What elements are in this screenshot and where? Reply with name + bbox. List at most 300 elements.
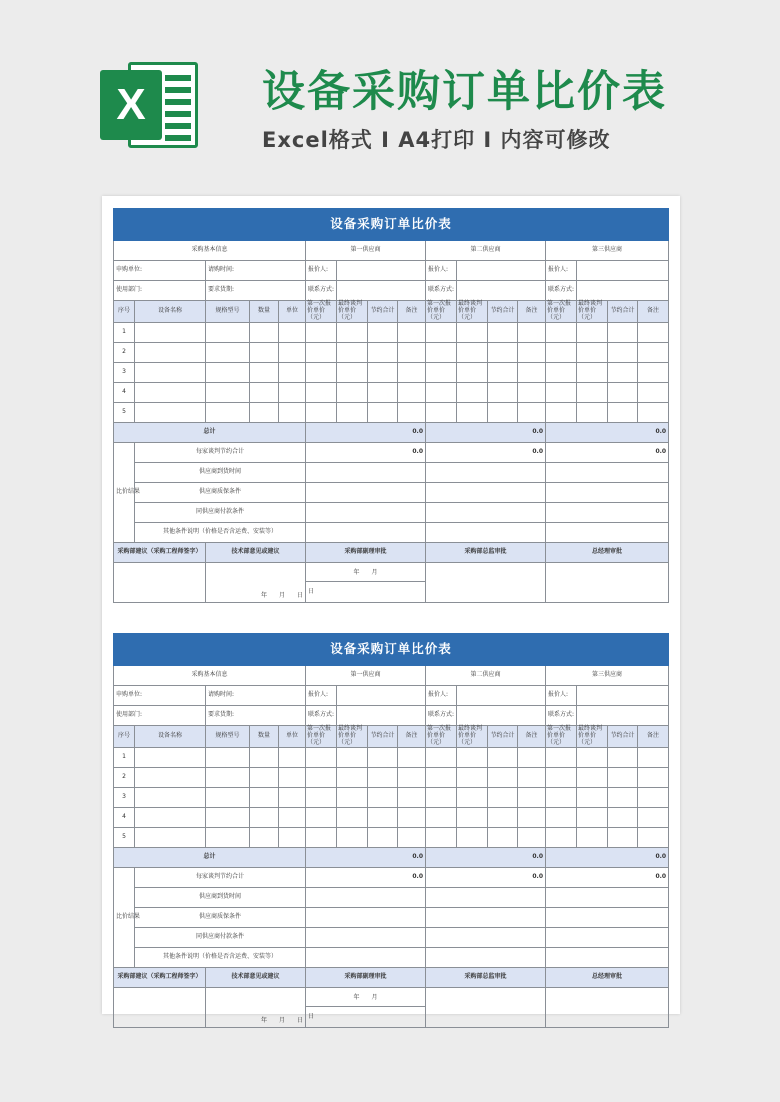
- table-cell[interactable]: [279, 382, 306, 402]
- table-cell[interactable]: [488, 322, 518, 342]
- use-dept-label: 使用部门:: [114, 281, 206, 301]
- saving-value-supplier-2: 0.0: [426, 867, 546, 887]
- table-cell[interactable]: [135, 807, 206, 827]
- table-cell[interactable]: [608, 322, 638, 342]
- table-cell[interactable]: [518, 342, 546, 362]
- contact-input[interactable]: [577, 281, 669, 301]
- table-cell[interactable]: [398, 322, 426, 342]
- compare-table: [113, 208, 669, 603]
- table-cell[interactable]: [608, 807, 638, 827]
- table-cell[interactable]: [488, 342, 518, 362]
- table-cell[interactable]: [206, 787, 250, 807]
- table-cell[interactable]: [250, 382, 279, 402]
- table-cell[interactable]: [426, 827, 457, 847]
- row-number: 1: [114, 747, 135, 767]
- signature-deputy[interactable]: [306, 987, 426, 1027]
- table-cell[interactable]: [250, 827, 279, 847]
- table-cell[interactable]: [135, 767, 206, 787]
- table-cell[interactable]: [206, 402, 250, 422]
- table-cell[interactable]: [398, 342, 426, 362]
- contact-input[interactable]: [577, 706, 669, 726]
- table-cell[interactable]: [206, 382, 250, 402]
- table-cell[interactable]: [206, 342, 250, 362]
- table-cell[interactable]: [368, 382, 398, 402]
- deputy-date-day: 日: [308, 588, 315, 596]
- table-cell[interactable]: [638, 322, 669, 342]
- apply-time-label: 请购时间:: [206, 686, 306, 706]
- table-cell[interactable]: [206, 807, 250, 827]
- use-dept-label: 使用部门:: [114, 706, 206, 726]
- table-row: [114, 342, 669, 362]
- table-cell[interactable]: [518, 402, 546, 422]
- table-cell[interactable]: [250, 342, 279, 362]
- table-cell[interactable]: [135, 747, 206, 767]
- approve-director-label: 采购部总监审批: [426, 967, 546, 987]
- quoter-input[interactable]: [577, 261, 669, 281]
- table-cell[interactable]: [488, 807, 518, 827]
- row-number: 4: [114, 807, 135, 827]
- deputy-date-day: 日: [308, 1013, 315, 1021]
- col-final-price: 最终谈判价单价（元）: [337, 301, 368, 323]
- table-cell[interactable]: [518, 362, 546, 382]
- delivery-input[interactable]: [306, 462, 426, 482]
- warranty-label: 供应商质保条件: [135, 482, 306, 502]
- table-cell[interactable]: [398, 827, 426, 847]
- table-cell[interactable]: [457, 747, 488, 767]
- table-cell[interactable]: [279, 402, 306, 422]
- table-cell[interactable]: [368, 807, 398, 827]
- table-cell[interactable]: [638, 807, 669, 827]
- table-cell[interactable]: [546, 382, 577, 402]
- supplier-2-header: 第二供应商: [426, 241, 546, 261]
- col-qty: 数量: [250, 726, 279, 748]
- col-unit: 单位: [279, 726, 306, 748]
- payment-input[interactable]: [546, 502, 669, 522]
- row-number: 1: [114, 322, 135, 342]
- table-cell[interactable]: [577, 807, 608, 827]
- table-cell[interactable]: [306, 787, 337, 807]
- apply-unit-label: 申购单位:: [114, 686, 206, 706]
- table-cell[interactable]: [518, 322, 546, 342]
- table-cell[interactable]: [577, 767, 608, 787]
- signature-director[interactable]: [426, 987, 546, 1027]
- table-cell[interactable]: [426, 362, 457, 382]
- signature-buyer[interactable]: [114, 987, 206, 1027]
- table-cell[interactable]: [306, 807, 337, 827]
- col-saving: 节约合计: [368, 726, 398, 748]
- table-cell[interactable]: [488, 747, 518, 767]
- quoter-label: 报价人:: [546, 261, 577, 281]
- page-title: 设备采购订单比价表: [262, 67, 667, 117]
- total-label: 总计: [114, 422, 306, 442]
- quoter-input[interactable]: [457, 261, 546, 281]
- table-cell[interactable]: [638, 382, 669, 402]
- table-cell[interactable]: [279, 827, 306, 847]
- contact-label: 联系方式:: [426, 281, 457, 301]
- col-remark: 备注: [638, 301, 669, 323]
- table-cell[interactable]: [337, 382, 368, 402]
- table-cell[interactable]: [638, 787, 669, 807]
- supplier-3-header: 第三供应商: [546, 666, 669, 686]
- col-remark: 备注: [398, 301, 426, 323]
- compare-table: [113, 633, 669, 1028]
- warranty-input[interactable]: [306, 482, 426, 502]
- table-cell[interactable]: [206, 827, 250, 847]
- table-cell[interactable]: [518, 747, 546, 767]
- table-cell[interactable]: [279, 807, 306, 827]
- table-cell[interactable]: [577, 402, 608, 422]
- table-cell[interactable]: [426, 322, 457, 342]
- page-subtitle: Excel格式 I A4打印 I 内容可修改: [262, 128, 611, 152]
- signature-buyer[interactable]: [114, 562, 206, 602]
- delivery-input[interactable]: [426, 462, 546, 482]
- table-cell[interactable]: [638, 342, 669, 362]
- table-cell[interactable]: [368, 767, 398, 787]
- excel-icon: [100, 56, 200, 152]
- table-cell[interactable]: [398, 787, 426, 807]
- table-cell[interactable]: [546, 747, 577, 767]
- table-cell[interactable]: [206, 767, 250, 787]
- signature-gm[interactable]: [546, 987, 669, 1027]
- other-input[interactable]: [426, 947, 546, 967]
- table-cell[interactable]: [457, 767, 488, 787]
- table-cell[interactable]: [488, 787, 518, 807]
- table-cell[interactable]: [608, 747, 638, 767]
- contact-input[interactable]: [337, 281, 426, 301]
- table-cell[interactable]: [337, 402, 368, 422]
- table-cell[interactable]: [337, 787, 368, 807]
- table-cell[interactable]: [546, 787, 577, 807]
- table-cell[interactable]: [337, 747, 368, 767]
- table-cell[interactable]: [306, 402, 337, 422]
- table-cell[interactable]: [368, 322, 398, 342]
- total-value-supplier-3: 0.0: [546, 847, 669, 867]
- table-cell[interactable]: [546, 342, 577, 362]
- table-cell[interactable]: [546, 827, 577, 847]
- row-number: 3: [114, 787, 135, 807]
- table-cell[interactable]: [546, 362, 577, 382]
- table-cell[interactable]: [488, 362, 518, 382]
- compare-result-label: 比价结果: [114, 867, 135, 967]
- table-cell[interactable]: [457, 787, 488, 807]
- total-value-supplier-1: 0.0: [306, 847, 426, 867]
- table-cell[interactable]: [638, 362, 669, 382]
- payment-input[interactable]: [306, 927, 426, 947]
- deputy-date: 年 月: [306, 988, 425, 1007]
- payment-terms-label: 同供应商付款条件: [135, 502, 306, 522]
- table-cell[interactable]: [398, 362, 426, 382]
- contact-input[interactable]: [457, 281, 546, 301]
- table-cell[interactable]: [608, 382, 638, 402]
- table-cell[interactable]: [577, 787, 608, 807]
- table-row: [114, 767, 669, 787]
- signature-director[interactable]: [426, 562, 546, 602]
- table-cell[interactable]: [608, 767, 638, 787]
- table-cell[interactable]: [518, 807, 546, 827]
- signature-gm[interactable]: [546, 562, 669, 602]
- table-cell[interactable]: [250, 807, 279, 827]
- other-conditions-label: 其他条件说明（价格是否含运费、安装等）: [135, 947, 306, 967]
- table-cell[interactable]: [398, 767, 426, 787]
- table-cell[interactable]: [546, 807, 577, 827]
- item-saving-label: 每家谈判节约合计: [135, 867, 306, 887]
- col-first-price: 第一次报价单价（元）: [546, 726, 577, 748]
- table-cell[interactable]: [279, 747, 306, 767]
- table-cell[interactable]: [457, 362, 488, 382]
- table-cell[interactable]: [250, 362, 279, 382]
- table-row: [114, 402, 669, 422]
- delivery-input[interactable]: [426, 887, 546, 907]
- table-cell[interactable]: [577, 747, 608, 767]
- deputy-date: 年 月: [306, 563, 425, 582]
- table-cell[interactable]: [638, 767, 669, 787]
- table-cell[interactable]: [306, 827, 337, 847]
- quoter-label: 报价人:: [426, 686, 457, 706]
- table-cell[interactable]: [426, 807, 457, 827]
- table-cell[interactable]: [279, 342, 306, 362]
- table-cell[interactable]: [368, 787, 398, 807]
- table-cell[interactable]: [306, 767, 337, 787]
- table-cell[interactable]: [368, 827, 398, 847]
- signature-tech-date[interactable]: 年 月 日: [206, 987, 306, 1027]
- contact-label: 联系方式:: [546, 281, 577, 301]
- table-cell[interactable]: [206, 747, 250, 767]
- table-cell[interactable]: [426, 787, 457, 807]
- table-cell[interactable]: [488, 402, 518, 422]
- table-cell[interactable]: [135, 362, 206, 382]
- table-cell[interactable]: [368, 362, 398, 382]
- table-cell[interactable]: [250, 322, 279, 342]
- item-saving-label: 每家谈判节约合计: [135, 442, 306, 462]
- other-input[interactable]: [306, 947, 426, 967]
- other-conditions-label: 其他条件说明（价格是否含运费、安装等）: [135, 522, 306, 542]
- compare-result-label: 比价结果: [114, 442, 135, 542]
- table-cell[interactable]: [608, 342, 638, 362]
- logo-letter: X: [100, 70, 162, 140]
- table-row: [114, 382, 669, 402]
- payment-input[interactable]: [426, 927, 546, 947]
- table-cell[interactable]: [250, 787, 279, 807]
- table-cell[interactable]: [250, 767, 279, 787]
- contact-input[interactable]: [457, 706, 546, 726]
- approve-buyer-label: 采购部建议（采购工程师签字）: [114, 967, 206, 987]
- contact-input[interactable]: [337, 706, 426, 726]
- table-cell[interactable]: [518, 382, 546, 402]
- col-final-price: 最终谈判价单价（元）: [337, 726, 368, 748]
- table-cell[interactable]: [306, 362, 337, 382]
- table-cell[interactable]: [577, 362, 608, 382]
- col-remark: 备注: [518, 726, 546, 748]
- table-cell[interactable]: [279, 362, 306, 382]
- col-first-price: 第一次报价单价（元）: [306, 726, 337, 748]
- total-label: 总计: [114, 847, 306, 867]
- table-cell[interactable]: [577, 322, 608, 342]
- table-cell[interactable]: [135, 787, 206, 807]
- table-cell[interactable]: [135, 322, 206, 342]
- warranty-input[interactable]: [546, 482, 669, 502]
- table-cell[interactable]: [250, 747, 279, 767]
- table-cell[interactable]: [638, 747, 669, 767]
- table-cell[interactable]: [426, 342, 457, 362]
- delivery-input[interactable]: [546, 887, 669, 907]
- table-cell[interactable]: [135, 827, 206, 847]
- table-cell[interactable]: [518, 787, 546, 807]
- signature-deputy[interactable]: [306, 562, 426, 602]
- table-cell[interactable]: [457, 382, 488, 402]
- order-compare-form: [113, 208, 668, 603]
- table-cell[interactable]: [135, 402, 206, 422]
- table-cell[interactable]: [368, 747, 398, 767]
- quoter-label: 报价人:: [426, 261, 457, 281]
- contact-label: 联系方式:: [306, 706, 337, 726]
- table-cell[interactable]: [608, 362, 638, 382]
- table-cell[interactable]: [426, 382, 457, 402]
- table-cell[interactable]: [135, 342, 206, 362]
- quoter-input[interactable]: [337, 261, 426, 281]
- saving-value-supplier-1: 0.0: [306, 442, 426, 462]
- contact-label: 联系方式:: [546, 706, 577, 726]
- table-cell[interactable]: [337, 342, 368, 362]
- table-cell[interactable]: [608, 827, 638, 847]
- table-cell[interactable]: [518, 827, 546, 847]
- quoter-input[interactable]: [457, 686, 546, 706]
- col-equipment-name: 设备名称: [135, 301, 206, 323]
- col-spec: 规格型号: [206, 726, 250, 748]
- table-cell[interactable]: [546, 767, 577, 787]
- table-cell[interactable]: [457, 342, 488, 362]
- quoter-input[interactable]: [337, 686, 426, 706]
- other-input[interactable]: [306, 522, 426, 542]
- col-qty: 数量: [250, 301, 279, 323]
- delivery-input[interactable]: [546, 462, 669, 482]
- table-row: [114, 807, 669, 827]
- table-cell[interactable]: [337, 807, 368, 827]
- table-cell[interactable]: [608, 787, 638, 807]
- col-final-price: 最终谈判价单价（元）: [457, 726, 488, 748]
- warranty-input[interactable]: [426, 907, 546, 927]
- section-basic-info: 采购基本信息: [114, 666, 306, 686]
- approve-gm-label: 总经理审批: [546, 542, 669, 562]
- payment-input[interactable]: [546, 927, 669, 947]
- table-row: [114, 787, 669, 807]
- table-cell[interactable]: [206, 322, 250, 342]
- table-cell[interactable]: [306, 322, 337, 342]
- col-unit: 单位: [279, 301, 306, 323]
- saving-value-supplier-3: 0.0: [546, 442, 669, 462]
- table-cell[interactable]: [306, 342, 337, 362]
- table-cell[interactable]: [337, 827, 368, 847]
- col-remark: 备注: [398, 726, 426, 748]
- supplier-3-header: 第三供应商: [546, 241, 669, 261]
- table-cell[interactable]: [488, 382, 518, 402]
- supplier-1-header: 第一供应商: [306, 666, 426, 686]
- table-cell[interactable]: [368, 402, 398, 422]
- table-cell[interactable]: [398, 747, 426, 767]
- col-first-price: 第一次报价单价（元）: [306, 301, 337, 323]
- signature-tech-date[interactable]: 年 月 日: [206, 562, 306, 602]
- warranty-input[interactable]: [546, 907, 669, 927]
- col-final-price: 最终谈判价单价（元）: [577, 726, 608, 748]
- table-cell[interactable]: [577, 382, 608, 402]
- table-cell[interactable]: [488, 767, 518, 787]
- table-cell[interactable]: [426, 747, 457, 767]
- other-input[interactable]: [546, 522, 669, 542]
- col-remark: 备注: [638, 726, 669, 748]
- col-remark: 备注: [518, 301, 546, 323]
- other-input[interactable]: [546, 947, 669, 967]
- table-cell[interactable]: [457, 402, 488, 422]
- saving-value-supplier-2: 0.0: [426, 442, 546, 462]
- approve-deputy-label: 采购部副理审批: [306, 542, 426, 562]
- table-cell[interactable]: [306, 382, 337, 402]
- table-cell[interactable]: [577, 827, 608, 847]
- table-cell[interactable]: [135, 382, 206, 402]
- saving-value-supplier-3: 0.0: [546, 867, 669, 887]
- table-cell[interactable]: [279, 322, 306, 342]
- warranty-input[interactable]: [426, 482, 546, 502]
- approve-tech-label: 技术部意见或建议: [206, 542, 306, 562]
- payment-input[interactable]: [426, 502, 546, 522]
- approve-tech-label: 技术部意见或建议: [206, 967, 306, 987]
- table-cell[interactable]: [457, 322, 488, 342]
- row-number: 4: [114, 382, 135, 402]
- quoter-label: 报价人:: [306, 686, 337, 706]
- table-cell[interactable]: [250, 402, 279, 422]
- quoter-label: 报价人:: [546, 686, 577, 706]
- delivery-input[interactable]: [306, 887, 426, 907]
- row-number: 2: [114, 342, 135, 362]
- table-cell[interactable]: [279, 767, 306, 787]
- table-cell[interactable]: [457, 807, 488, 827]
- table-cell[interactable]: [638, 827, 669, 847]
- warranty-input[interactable]: [306, 907, 426, 927]
- table-cell[interactable]: [368, 342, 398, 362]
- table-cell[interactable]: [398, 807, 426, 827]
- table-cell[interactable]: [206, 362, 250, 382]
- table-cell[interactable]: [546, 322, 577, 342]
- quoter-input[interactable]: [577, 686, 669, 706]
- table-cell[interactable]: [306, 747, 337, 767]
- table-cell[interactable]: [457, 827, 488, 847]
- apply-time-label: 请购时间:: [206, 261, 306, 281]
- table-cell[interactable]: [608, 402, 638, 422]
- payment-input[interactable]: [306, 502, 426, 522]
- total-value-supplier-3: 0.0: [546, 422, 669, 442]
- table-cell[interactable]: [279, 787, 306, 807]
- table-cell[interactable]: [638, 402, 669, 422]
- table-cell[interactable]: [398, 402, 426, 422]
- table-cell[interactable]: [398, 382, 426, 402]
- table-cell[interactable]: [488, 827, 518, 847]
- table-cell[interactable]: [337, 767, 368, 787]
- col-final-price: 最终谈判价单价（元）: [457, 301, 488, 323]
- col-saving: 节约合计: [608, 301, 638, 323]
- table-cell[interactable]: [546, 402, 577, 422]
- col-saving: 节约合计: [368, 301, 398, 323]
- table-cell[interactable]: [518, 767, 546, 787]
- order-compare-form: [113, 633, 668, 1028]
- contact-label: 联系方式:: [306, 281, 337, 301]
- other-input[interactable]: [426, 522, 546, 542]
- row-number: 2: [114, 767, 135, 787]
- table-cell[interactable]: [577, 342, 608, 362]
- table-cell[interactable]: [426, 402, 457, 422]
- total-value-supplier-1: 0.0: [306, 422, 426, 442]
- table-cell[interactable]: [337, 322, 368, 342]
- approve-director-label: 采购部总监审批: [426, 542, 546, 562]
- table-cell[interactable]: [426, 767, 457, 787]
- table-cell[interactable]: [337, 362, 368, 382]
